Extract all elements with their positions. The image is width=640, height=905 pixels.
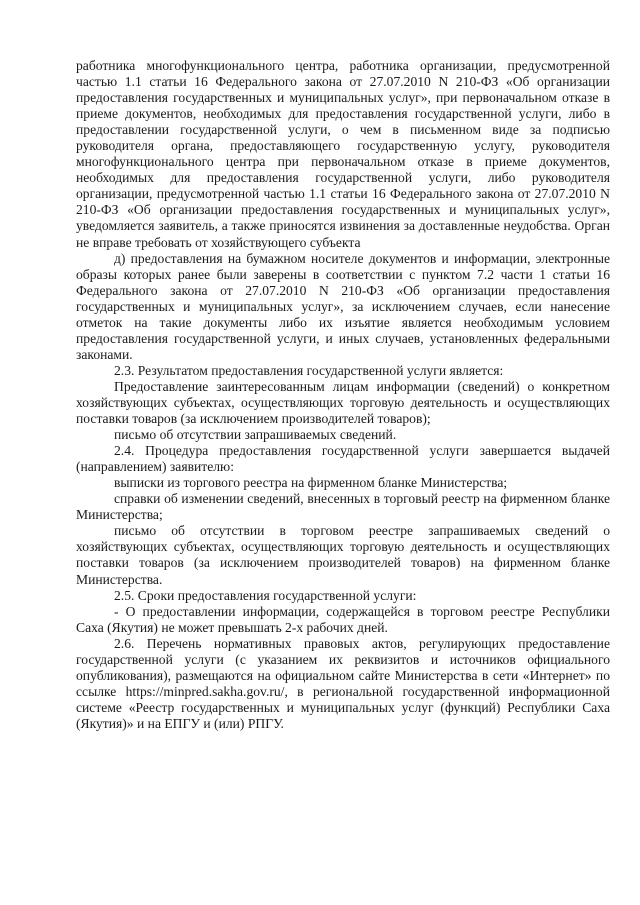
document-body bbox=[76, 58, 610, 732]
paragraph-2-3-heading: 2.3. Результатом предоставления государственной услуги является: bbox=[114, 362, 504, 378]
paragraph-2-5-heading: 2.5. Сроки предоставления государственной услуги: bbox=[114, 587, 417, 603]
paragraph-absence-letter: письмо об отсутствии в торговом реестре запрашиваемых сведений о хозяйствующих субъектах, осуществляющих торговую деятельность и осуществляющих поставки товаров (за исключением производителей товаров) на фирменном бланке Министерства. bbox=[76, 523, 610, 587]
paragraph-notification-continuation: работника многофункционального центра, работника организации, предусмотренной частью 1.1 статьи 16 Федерального закона от 27.07.2010 N 210-ФЗ «Об организации предоставления государственных и муниципальных услуг», при первоначальном отказе в приеме документов, необходимых для предоставления государственной услуги, либо в предоставлении государственной услуги, о чем в письменном виде за подписью руководителя органа, предоставляющего государственную услугу, руководителя многофункционального центра при первоначальном отказе в приеме документов, необходимых для предоставления государственной услуги, либо руководителя организации, предусмотренной частью 1.1 статьи 16 Федерального закона от 27.07.2010 N 210-ФЗ «Об организации предоставления государственных и муниципальных услуг», уведомляется заявитель, а также приносятся извинения за доставленные неудобства. Орган не вправе требовать от хозяйствующего субъекта bbox=[76, 58, 610, 250]
paragraph-2-6: 2.6. Перечень нормативных правовых актов, регулирующих предоставление государственной услуги (с указанием их реквизитов и источников официального опубликования), размещаются на официальном сайте Министерства в сети «Интернет» по ссылке https://minpred.sakha.gov.ru/, в региональной государственной информационной системе «Реестр государственных и муниципальных услуг (функций) Республики Саха (Якутия)» и на ЕПГУ и (или) РПГУ. bbox=[76, 635, 610, 731]
paragraph-2-4-heading: 2.4. Процедура предоставления государственной услуги завершается выдачей (направлением) заявителю: bbox=[76, 443, 610, 475]
paragraph-result-info: Предоставление заинтересованным лицам информации (сведений) о конкретном хозяйствующих субъектах, осуществляющих торговую деятельность и осуществляющих поставки товаров (за исключением производителей товаров); bbox=[76, 378, 610, 427]
paragraph-result-letter: письмо об отсутствии запрашиваемых сведений. bbox=[114, 427, 397, 443]
paragraph-item-d: д) предоставления на бумажном носителе документов и информации, электронные образы которых ранее были заверены в соответствии с пунктом 7.2 части 1 статьи 16 Федерального закона от 27.07.2010 N 210-ФЗ «Об организации предоставления государственных и муниципальных услуг», за исключением случаев, если нанесение отметок на такие документы либо их изъятие является необходимым условием предоставления государственной услуги, и иных случаев, установленных федеральными законами. bbox=[76, 250, 610, 362]
paragraph-extract: выписки из торгового реестра на фирменном бланке Министерства; bbox=[114, 475, 508, 491]
paragraph-certificate: справки об изменении сведений, внесенных в торговый реестр на фирменном бланке Министерства; bbox=[76, 491, 610, 523]
paragraph-deadline: - О предоставлении информации, содержащейся в торговом реестре Республики Саха (Якутия) не может превышать 2-х рабочих дней. bbox=[76, 603, 610, 635]
